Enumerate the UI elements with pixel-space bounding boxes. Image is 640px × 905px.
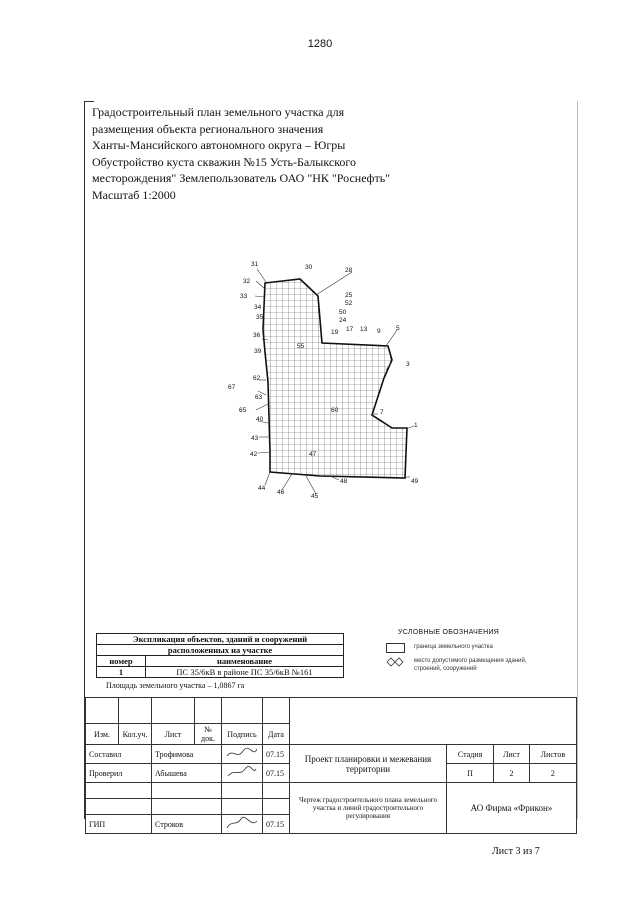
plan-point-label: 25 (345, 292, 353, 299)
plan-point-label: 50 (339, 309, 347, 316)
stamp-date: 07.15 (263, 745, 290, 764)
stamp-header: Кол.уч. (119, 724, 152, 745)
explication-table (96, 633, 344, 678)
title-line: Обустройство куста скважин №15 Усть-Балыкского (92, 154, 357, 169)
title-stamp (85, 697, 577, 834)
stamp-role: Составил (86, 745, 152, 764)
plan-point-label: 47 (309, 451, 317, 458)
plan-point-label: 5 (396, 325, 400, 332)
sheet-label: Лист (494, 745, 530, 764)
plan-point-label: 36 (253, 332, 261, 339)
plan-point-label: 34 (254, 304, 262, 311)
signature-mark (222, 745, 263, 764)
plan-point-label: 24 (339, 317, 347, 324)
plan-point-label: 55 (297, 343, 305, 350)
sheets-label: Листов (529, 745, 576, 764)
plan-point-label: 3 (406, 361, 410, 368)
stage-value: П (447, 764, 494, 783)
plan-point-label: 49 (411, 478, 419, 485)
explication-col-number: номер (97, 656, 146, 667)
plot-hatch (255, 270, 415, 485)
title-line: месторождения" Землепользователь ОАО "НК "Роснефть" (92, 171, 391, 185)
stamp-person: Абышева (152, 764, 222, 783)
legend-title: УСЛОВНЫЕ ОБОЗНАЧЕНИЯ (398, 629, 500, 636)
stamp-header: Подпись (222, 724, 263, 745)
plan-point-label: 63 (255, 394, 263, 401)
explication-col-name: наименование (146, 656, 344, 667)
plan-point-label: 17 (346, 326, 354, 333)
plan-point-label: 9 (377, 328, 381, 335)
explication-title-2: расположенных на участке (97, 645, 344, 656)
title-line: размещения объекта регионального значения (92, 121, 324, 136)
sheet-value: 2 (494, 764, 530, 783)
page-number: 1280 (307, 38, 333, 50)
sheet-counter: Лист 3 из 7 (492, 846, 540, 857)
plan-point-label: 39 (254, 348, 262, 355)
plan-point-label: 62 (253, 375, 261, 382)
plan-point-label: 31 (251, 261, 259, 268)
legend-placement-symbol (386, 656, 408, 668)
legend-boundary-symbol (386, 643, 405, 653)
explication-row-number: 1 (97, 667, 146, 678)
stamp-role: Проверил (86, 764, 152, 783)
plan-point-label: 42 (250, 451, 258, 458)
plot-area-text: Площадь земельного участка – 1,0867 га (106, 681, 245, 690)
plan-point-label: 7 (380, 409, 384, 416)
plan-point-label: 43 (251, 435, 259, 442)
explication-row-name: ПС 35/6кВ в районе ПС 35/6кВ №161 (146, 667, 344, 678)
plan-point-label: 32 (243, 278, 251, 285)
plan-point-label: 48 (340, 478, 348, 485)
legend-item-placement: место допустимого размещения зданий, строений, сооружений (414, 658, 527, 672)
project-title: Проект планировки и межевания территории (290, 745, 447, 783)
drawing-title: Чертеж градостроительного плана земельного участка и линий градостроительного регулирования (290, 783, 447, 834)
stamp-role: ГИП (86, 815, 152, 834)
plan-point-label: 13 (360, 326, 368, 333)
title-line: Градостроительный план земельного участка для (92, 105, 345, 119)
stamp-header: Лист (152, 724, 195, 745)
plan-point-label: 65 (239, 407, 247, 414)
stamp-header: Дата (263, 724, 290, 745)
stamp-date: 07.15 (263, 764, 290, 783)
company-name: АО Фирма «Фрикон» (447, 783, 577, 834)
signature-mark (222, 815, 263, 834)
stamp-person: Строков (152, 815, 222, 834)
plan-point-label: 33 (240, 293, 248, 300)
legend-item-boundary: граница земельного участка (414, 644, 493, 650)
sheets-value: 2 (529, 764, 576, 783)
plan-point-label: 45 (311, 493, 319, 500)
plan-point-label: 19 (331, 329, 339, 336)
signature-mark (222, 764, 263, 783)
plan-point-label: 28 (345, 267, 353, 274)
title-line: Масштаб 1:2000 (92, 187, 176, 202)
plan-point-label: 67 (228, 384, 236, 391)
stamp-header: Изм. (86, 724, 119, 745)
plan-point-label: 44 (258, 485, 266, 492)
plan-point-label: 30 (305, 264, 313, 271)
plan-point-label: 1 (414, 422, 418, 429)
explication-title-1: Экспликация объектов, зданий и сооружений (97, 634, 344, 645)
plan-point-label: 40 (256, 416, 264, 423)
plan-point-label: 46 (277, 489, 285, 496)
stamp-date: 07.15 (263, 815, 290, 834)
stage-label: Стадия (447, 745, 494, 764)
stamp-person: Трофимова (152, 745, 222, 764)
plan-point-label: 60 (331, 407, 339, 414)
stamp-header: № док. (195, 724, 222, 745)
plan-point-label: 35 (256, 314, 264, 321)
title-line: Ханты-Мансийского автономного округа – Югры (92, 138, 346, 152)
plan-point-label: 52 (345, 300, 353, 307)
